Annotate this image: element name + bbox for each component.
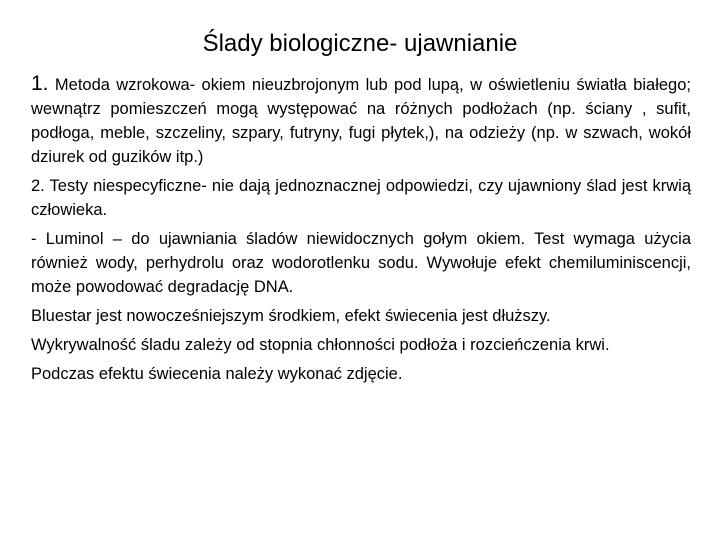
paragraph-detectability: Wykrywalność śladu zależy od stopnia chłonności podłoża i rozcieńczenia krwi. bbox=[31, 336, 610, 354]
paragraph-text: Metoda wzrokowa- okiem nieuzbrojonym lub pod lupą, w oświetleniu światła białego; wewnątrz pomieszczeń mogą występować na różnych podłożach (np. ściany , sufit, podłoga, meble, szczeliny, szpary, futryny, fugi płytek,), na odzieży (np. w szwach, wokół dziurek od guzików itp.) bbox=[31, 76, 691, 166]
slide-content bbox=[31, 72, 691, 386]
paragraph-visual-method bbox=[31, 72, 691, 169]
paragraph-bluestar: Bluestar jest nowocześniejszym środkiem, efekt świecenia jest dłuższy. bbox=[31, 307, 551, 325]
paragraph-luminol: - Luminol – do ujawniania śladów niewidocznych gołym okiem. Test wymaga użycia również wody, perhydrolu oraz wodorotlenku sodu. Wywołuje efekt chemiluminiscencji, może powodować degradację DNA. bbox=[31, 230, 691, 296]
paragraph-nonspecific-tests: 2. Testy niespecyficzne- nie dają jednoznacznej odpowiedzi, czy ujawniony ślad jest krwią człowieka. bbox=[31, 177, 691, 219]
paragraph-photo: Podczas efektu świecenia należy wykonać zdjęcie. bbox=[31, 365, 403, 383]
slide-title: Ślady biologiczne- ujawnianie bbox=[202, 30, 518, 57]
paragraph-number: 1. bbox=[31, 72, 49, 95]
